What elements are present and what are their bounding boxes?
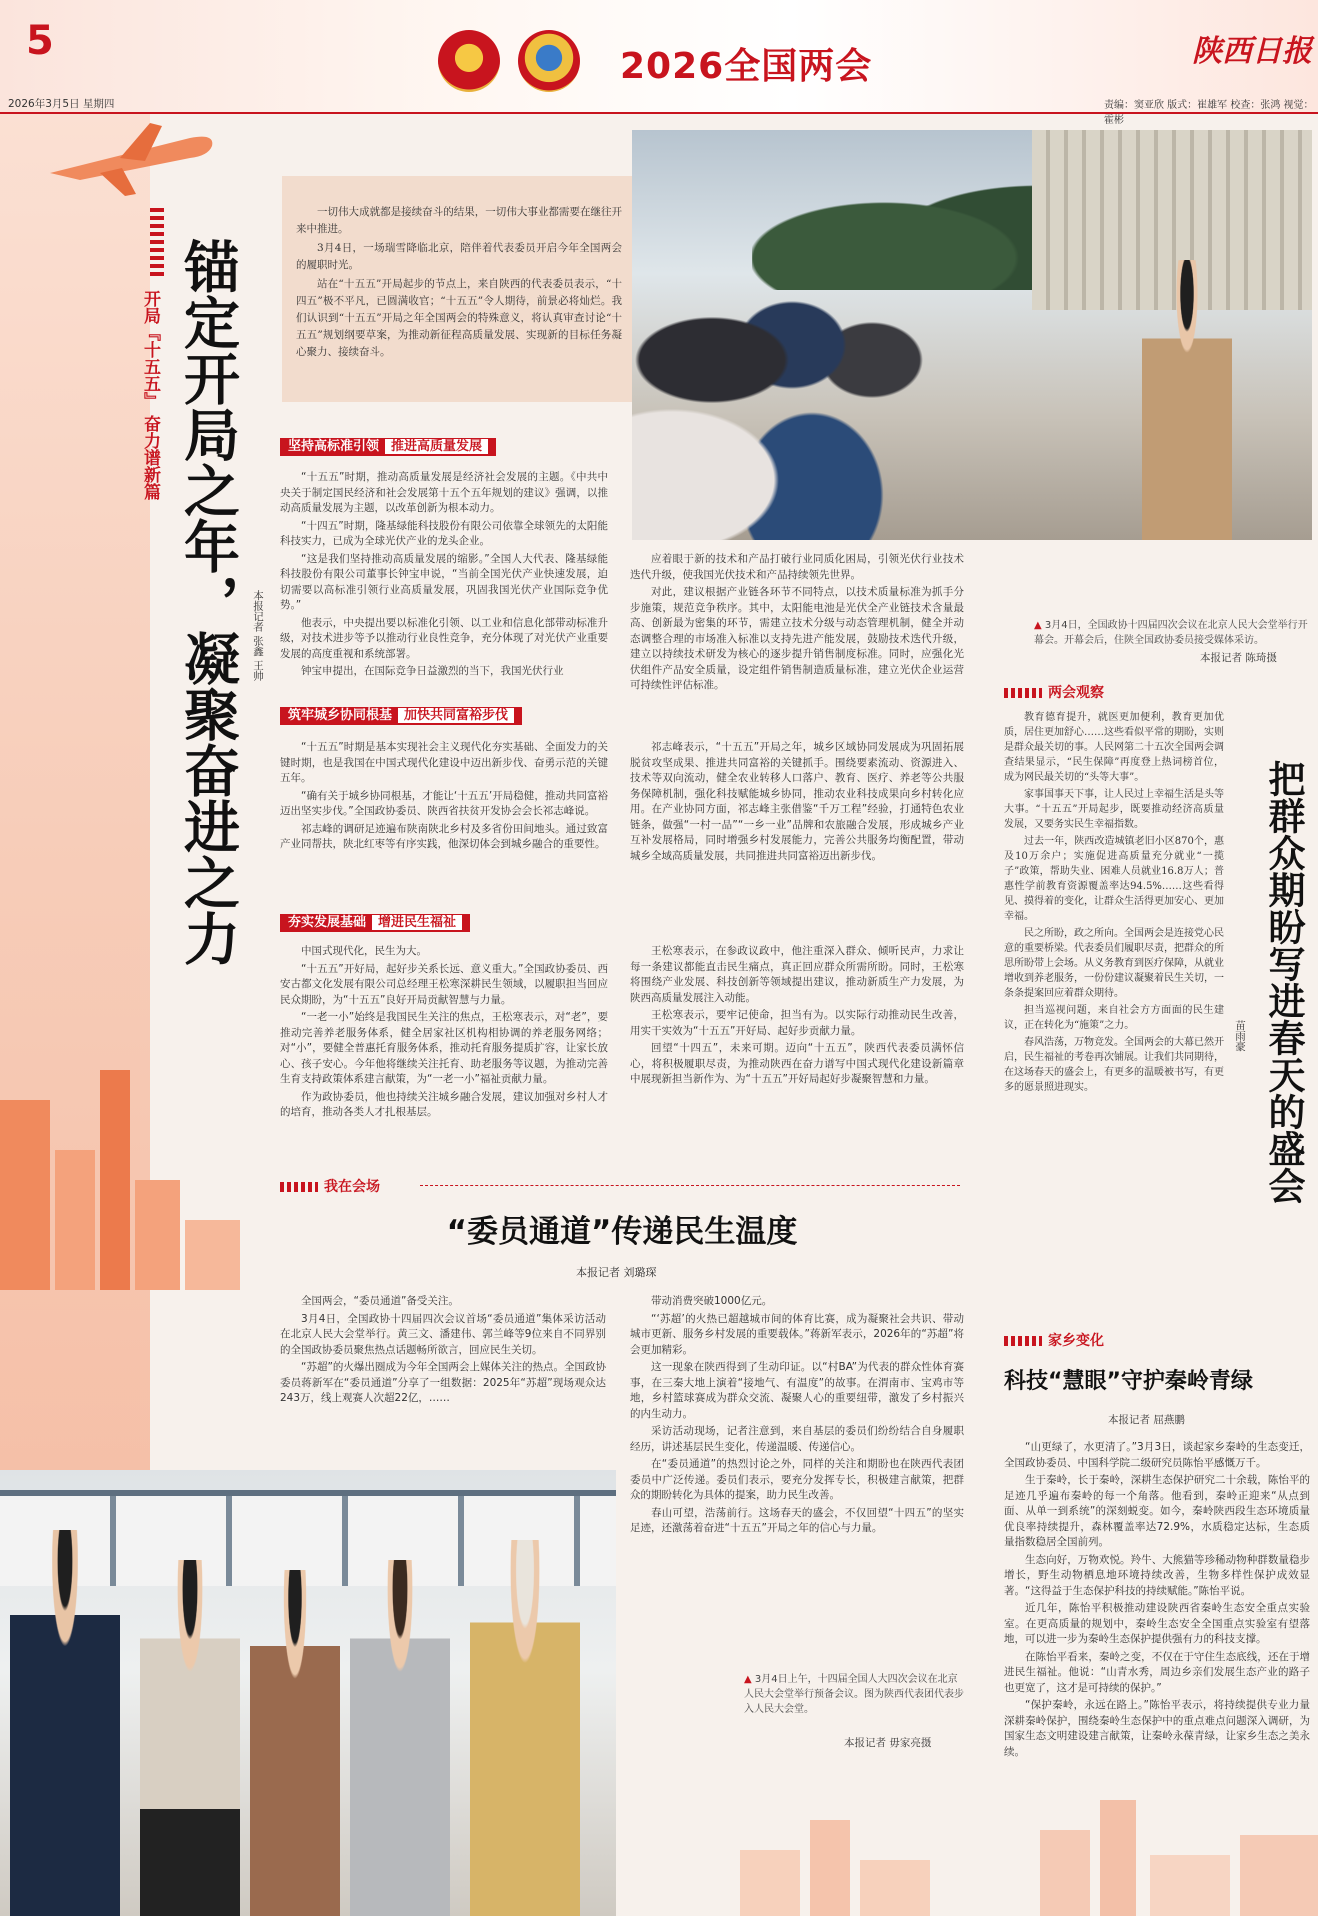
delegate-1 <box>10 1530 120 1916</box>
section-1-left: “十五五”时期，推动高质量发展是经济社会发展的主题。《中共中央关于制定国民经济和社会发展第十五个五年规划的建议》强调，以推动高质量发展为主题，以改革创新为根本动力。 “十四五”时期，隆基绿能科技股份有限公司依靠全球领先的太阳能科技实力，已成为全球光伏产业的龙头企业。 “这是我们坚持推动高质量发展的缩影。”全国人大代表、隆基绿能科技股份有限公司董事长钟宝申说，“当前全国光伏产业快速发展，迫切需要以高标准引领行业高质量发展，巩固我国光伏产业国际竞争优势。” 他表示，中央提出要以标准化引领、以工业和信息化部带动标准升级，对技术进步等予以推动行业良性竞争，充分体现了对光伏产业重要发展的高度重视和系统部署。 钟宝申提出，在国际竞争日益激烈的当下，我国光伏行业 <box>280 471 608 677</box>
delegate-4 <box>350 1560 450 1916</box>
section-3-left: 中国式现代化，民生为大。 “十五五”开好局，起好步关系长远、意义重大。”全国政协委员、西安古都文化发展有限公司总经理王松寒深耕民生领域，以履职担当回应民众期盼，为“十五五”良好开局贡献智慧与力量。 “一老一小”始终是我国民生关注的焦点，王松寒表示，对“老”，要推动完善养老服务体系，健全居家社区机构相协调的养老服务网络；对“小”，要健全普惠托育服务体系，推动托育服务提质扩容，让家长放心、孩子安心。今年他将继续关注托育、助老服务等议题，为推动完善生育支持政策体系建言献策，为“一老一小”福祉贡献力量。 作为政协委员，他也持续关注城乡融合发展，建议加强对乡村人才的培育，推动各类人才扎根基层。 <box>280 945 608 1118</box>
airplane-icon <box>40 118 220 198</box>
header-rule <box>0 112 1318 114</box>
city-skyline-right <box>740 1760 1318 1916</box>
section-tag-3: 夯实发展基础 增进民生福祉 <box>280 914 470 932</box>
channel-left: 全国两会，“委员通道”备受关注。 3月4日，全国政协十四届四次会议首场“委员通道”集体采访活动在北京人民大会堂举行。黄三文、潘建伟、郭兰峰等9位来自不同界别的全国政协委员聚焦热点话题畅所欲言，回应民生关切。 “苏超”的火爆出圈成为今年全国两会上媒体关注的热点。全国政协委员蒋新军在“委员通道”分享了一组数据：2025年“苏超”现场观众达243万，线上观赛人次超22亿，…… <box>280 1295 606 1404</box>
lead-photo-credit: 本报记者 陈琦摄 <box>1200 652 1277 664</box>
channel-rule <box>420 1185 960 1187</box>
lead-photo <box>632 130 1312 540</box>
caption-marker-icon: ▲ <box>1034 620 1045 631</box>
section-2-left: “十五五”时期是基本实现社会主义现代化夯实基础、全面发力的关键时期，也是我国在中国式现代化建设中迈出新步伐、奋勇示范的关键五年。 “确有关于城乡协同根基，才能让‘十五五’开局稳健，推动共同富裕迈出坚实步伐。”全国政协委员、陕西省扶贫开发协会会长祁志峰说。 祁志峰的调研足迹遍布陕南陕北乡村及多省份田间地头。通过致富产业同帮扶，陕北红枣等有序实践，他深切体会到城乡融合的重要性。 <box>280 741 608 850</box>
delegate-2 <box>140 1560 240 1916</box>
newspaper-brand: 陕西日报 <box>1192 34 1312 69</box>
channel-byline: 本报记者 刘璐琛 <box>576 1266 657 1279</box>
tag-decor <box>280 1182 318 1192</box>
channel-tag: 我在会场 <box>280 1176 380 1196</box>
intro-text: 一切伟大成就都是接续奋斗的结果，一切伟大事业都需要在继往开来中推进。 3月4日，一场瑞雪降临北京，陪伴着代表委员开启今年全国两会的履职时光。 站在“十五五”开局起步的节点上，来自陕西的代表委员表示，“十四五”极不平凡，已圆满收官；“十五五”令人期待，前景必将灿烂。我们认识到“十五五”开局之年全国两会的特殊意义，将认真审查讨论“十五五”规划纲要草案，为推动新征程高质量发展、实现新的目标任务凝心聚力、接续奋斗。 <box>296 206 622 358</box>
hometown-text: “山更绿了，水更清了。”3月3日，谈起家乡秦岭的生态变迁，全国政协委员、中国科学院二级研究员陈怡平感慨万千。 生于秦岭，长于秦岭，深耕生态保护研究二十余载，陈怡平的足迹几乎遍布秦岭的每一个角落。他看到，秦岭正迎来“从点到面、从单一到系统”的深刻蜕变。如今，秦岭陕西段生态环境质量优良率持续提升，森林覆盖率达72.9%，水质稳定达标，生态质量指数稳居全国前列。 生态向好，万物欢悦。羚牛、大熊猫等珍稀动物种群数量稳步增长，野生动物栖息地环境持续改善，生物多样性保护成效显著。“这得益于生态保护科技的持续赋能。”陈怡平说。 近几年，陈怡平积极推动建设陕西省秦岭生态安全重点实验室。在更高质量的规划中，秦岭生态安全全国重点实验室有望落地，可以进一步为秦岭生态保护提供强有力的科技支撑。 在陈怡平看来，秦岭之变，不仅在于守住生态底线，还在于增进民生福祉。他说：“山青水秀，周边乡亲们发展生态产业的路子也更宽了，这才是可持续的保护。” “保护秦岭，永远在路上。”陈怡平表示，将持续提供专业力量深耕秦岭保护，围绕秦岭生态保护中的重点难点问题深入调研，为国家生态文明建设建言献策，让秦岭永葆青绿，让家乡生态之美永续。 <box>1004 1441 1310 1758</box>
page-number: 5 <box>26 18 54 64</box>
interviewee <box>1142 260 1232 540</box>
lead-photo-caption: ▲ 3月4日，全国政协十四届四次会议在北京人民大会堂举行开幕会。开幕会后，住陕全国政协委员接受媒体采访。 <box>1034 620 1308 646</box>
section-3-right: 王松寒表示，在参政议政中，他注重深入群众、倾听民声，力求让每一条建议都能直击民生痛点，真正回应群众所需所盼。同时，王松寒将围绕产业发展、科技创新等领域提出建议，推动新质生产力发展，为陕西高质量发展注入动能。 王松寒表示，要牢记使命，担当有为。以实际行动推动民生改善，用实干实效为“十五五”开好局、起好步贡献力量。 回望“十四五”，未来可期。迈向“十五五”，陕西代表委员满怀信心，将积极履职尽责，为推动陕西在奋力谱写中国式现代化建设新篇章中展现新担当新作为、为“十五五”开好局起好步凝聚智慧和力量。 <box>630 945 964 1085</box>
observation-title: 把群众期盼写进春天的盛会 <box>1262 760 1305 1204</box>
national-emblem-icon <box>438 30 500 92</box>
cppcc-emblem-icon <box>518 30 580 92</box>
city-skyline-left <box>0 1040 240 1290</box>
editor-credits: 责编：窦亚欣 版式：崔雄军 校查：张鸿 视觉：霍彬 <box>1104 100 1314 126</box>
crowd <box>632 240 1032 540</box>
observation-text: 教育德育提升，就医更加便利，教育更加优质，居住更加舒心……这些看似平常的期盼，实则是群众最关切的事。人民网第二十五次全国两会调查结果显示，“民生保障”再度登上热词榜首位，成为网民最关切的“头等大事”。 家事国事天下事，让人民过上幸福生活是头等大事。“十五五”开局起步，既要推动经济高质量发展，又要务实民生幸福指数。 过去一年，陕西改造城镇老旧小区870个，惠及10万余户；实施促进高质量充分就业“一揽子”政策，帮助失业、困难人员就业16.8万人；普惠性学前教育资源覆盖率达94.5%……这些看得见、摸得着的变化，让群众生活得更加安心、更加幸福。 民之所盼，政之所向。全国两会是连接党心民意的重要桥梁。代表委员们履职尽责，把群众的所思所盼带上会场。从义务教育到医疗保障，从就业增收到养老服务，一份份建议凝聚着民生关切，一条条提案回应着群众期待。 担当巡视问题，来自社会方方面面的民生建议，正在转化为“施策”之力。 春风浩荡，万物竞发。全国两会的大幕已然开启，民生福祉的考卷再次铺展。让我们共同期待，在这场春天的盛会上，有更多的温暖被书写，有更多的愿景照进现实。 <box>1004 712 1224 1093</box>
issue-date: 2026年3月5日 星期四 <box>8 98 115 110</box>
section-title: 2026全国两会 <box>620 46 873 87</box>
channel-title: “委员通道”传递民生温度 <box>446 1214 798 1250</box>
observation-byline: 苗雨豪 <box>1234 1020 1246 1052</box>
channel-photo-credit: 本报记者 毋家亮摄 <box>844 1737 932 1749</box>
lead-title: 锚定开局之年，凝聚奋进之力 <box>175 238 240 966</box>
caption-marker-icon: ▲ <box>744 1674 755 1685</box>
tag-decor <box>1004 688 1042 698</box>
tag-decor <box>1004 1336 1042 1346</box>
channel-photo-caption: ▲ 3月4日上午，十四届全国人大四次会议在北京人民大会堂举行预备会议。图为陕西代表团代表步入人民大会堂。 <box>744 1674 964 1715</box>
section-tag-2: 筑牢城乡协同根基 加快共同富裕步伐 <box>280 707 522 725</box>
decor-stripes <box>150 208 164 278</box>
delegate-3 <box>250 1570 340 1916</box>
lead-byline: 本报记者 张鑫 王帅 <box>252 590 264 681</box>
section-2-right: 祁志峰表示，“十五五”开局之年，城乡区域协同发展成为巩固拓展脱贫攻坚成果、推进共同富裕的关键抓手。围绕要素流动、资源进入、技术等双向流动，健全农业转移人口落户、教育、医疗、养老等公共服务保障机制，强化科技赋能城乡协同，推动农业科技成果向乡村转化应用。在产业协同方面，祁志峰主张借鉴“千万工程”经验，打通特色农业链条，做强“一村一品”“一乡一业”品牌和农旅融合发展，形成城乡产业互补发展格局，同时增强乡村发展能力，完善公共服务均衡配置，带动城乡全域高质量发展，共同推进共同富裕迈出新步伐。 <box>630 741 964 862</box>
section-1-right: 应着眼于新的技术和产品打破行业同质化困局，引领光伏行业技术迭代升级，使我国光伏技术和产品持续领先世界。 对此，建议根据产业链各环节不同特点，以技术质量标准为抓手分步施策，规范竞争秩序。其中，太阳能电池是光伏全产业链技术含量最高、创新最为密集的环节，需建立技术分级与动态管理机制，健全并动态调整合理的市场准入标准以支持先进产能发展，鼓励技术迭代升级，建立以持续技术研发为核心的逐步提升销售制度标准。同时，应强化光伏组件产品安全质量，设定组件销售制造质量标准，建立光伏企业运营可持续性评估标准。 <box>630 553 964 691</box>
section-tag-1: 坚持高标准引领 推进高质量发展 <box>280 438 496 456</box>
channel-right: 带动消费突破1000亿元。 “‘苏超’的火热已超越城市间的体育比赛，成为凝聚社会共识、带动城市更新、服务乡村发展的重要载体。”蒋新军表示，2026年的“苏超”将会更加精彩。 这一现象在陕西得到了生动印证。以“村BA”为代表的群众性体育赛事，在三秦大地上演着“接地气、有温度”的故事。在渭南市、宝鸡市等地，乡村篮球赛成为群众交流、凝聚人心的重要纽带，激发了乡村振兴的内生动力。 采访活动现场，记者注意到，来自基层的委员们纷纷结合自身履职经历，讲述基层民生变化，传递温暖、传递信心。 在“委员通道”的热烈讨论之外，同样的关注和期盼也在陕西代表团委员中广泛传递。委员们表示，要充分发挥专长，积极建言献策，把群众的期盼转化为具体的提案，助力民生改善。 春山可望，浩荡前行。这场春天的盛会，不仅回望“十四五”的坚实足迹，还激荡着奋进“十五五”开局之年的信心与力量。 <box>630 1295 964 1534</box>
hometown-tag: 家乡变化 <box>1004 1330 1104 1350</box>
delegate-5 <box>470 1540 580 1916</box>
channel-photo <box>0 1470 616 1916</box>
hometown-byline: 本报记者 屈燕鹏 <box>1108 1414 1185 1426</box>
hometown-title: 科技“慧眼”守护秦岭青绿 <box>1004 1369 1253 1394</box>
observation-tag: 两会观察 <box>1004 682 1104 702</box>
lead-kicker: 开局『十五五』 奋力谱新篇 <box>140 290 160 500</box>
